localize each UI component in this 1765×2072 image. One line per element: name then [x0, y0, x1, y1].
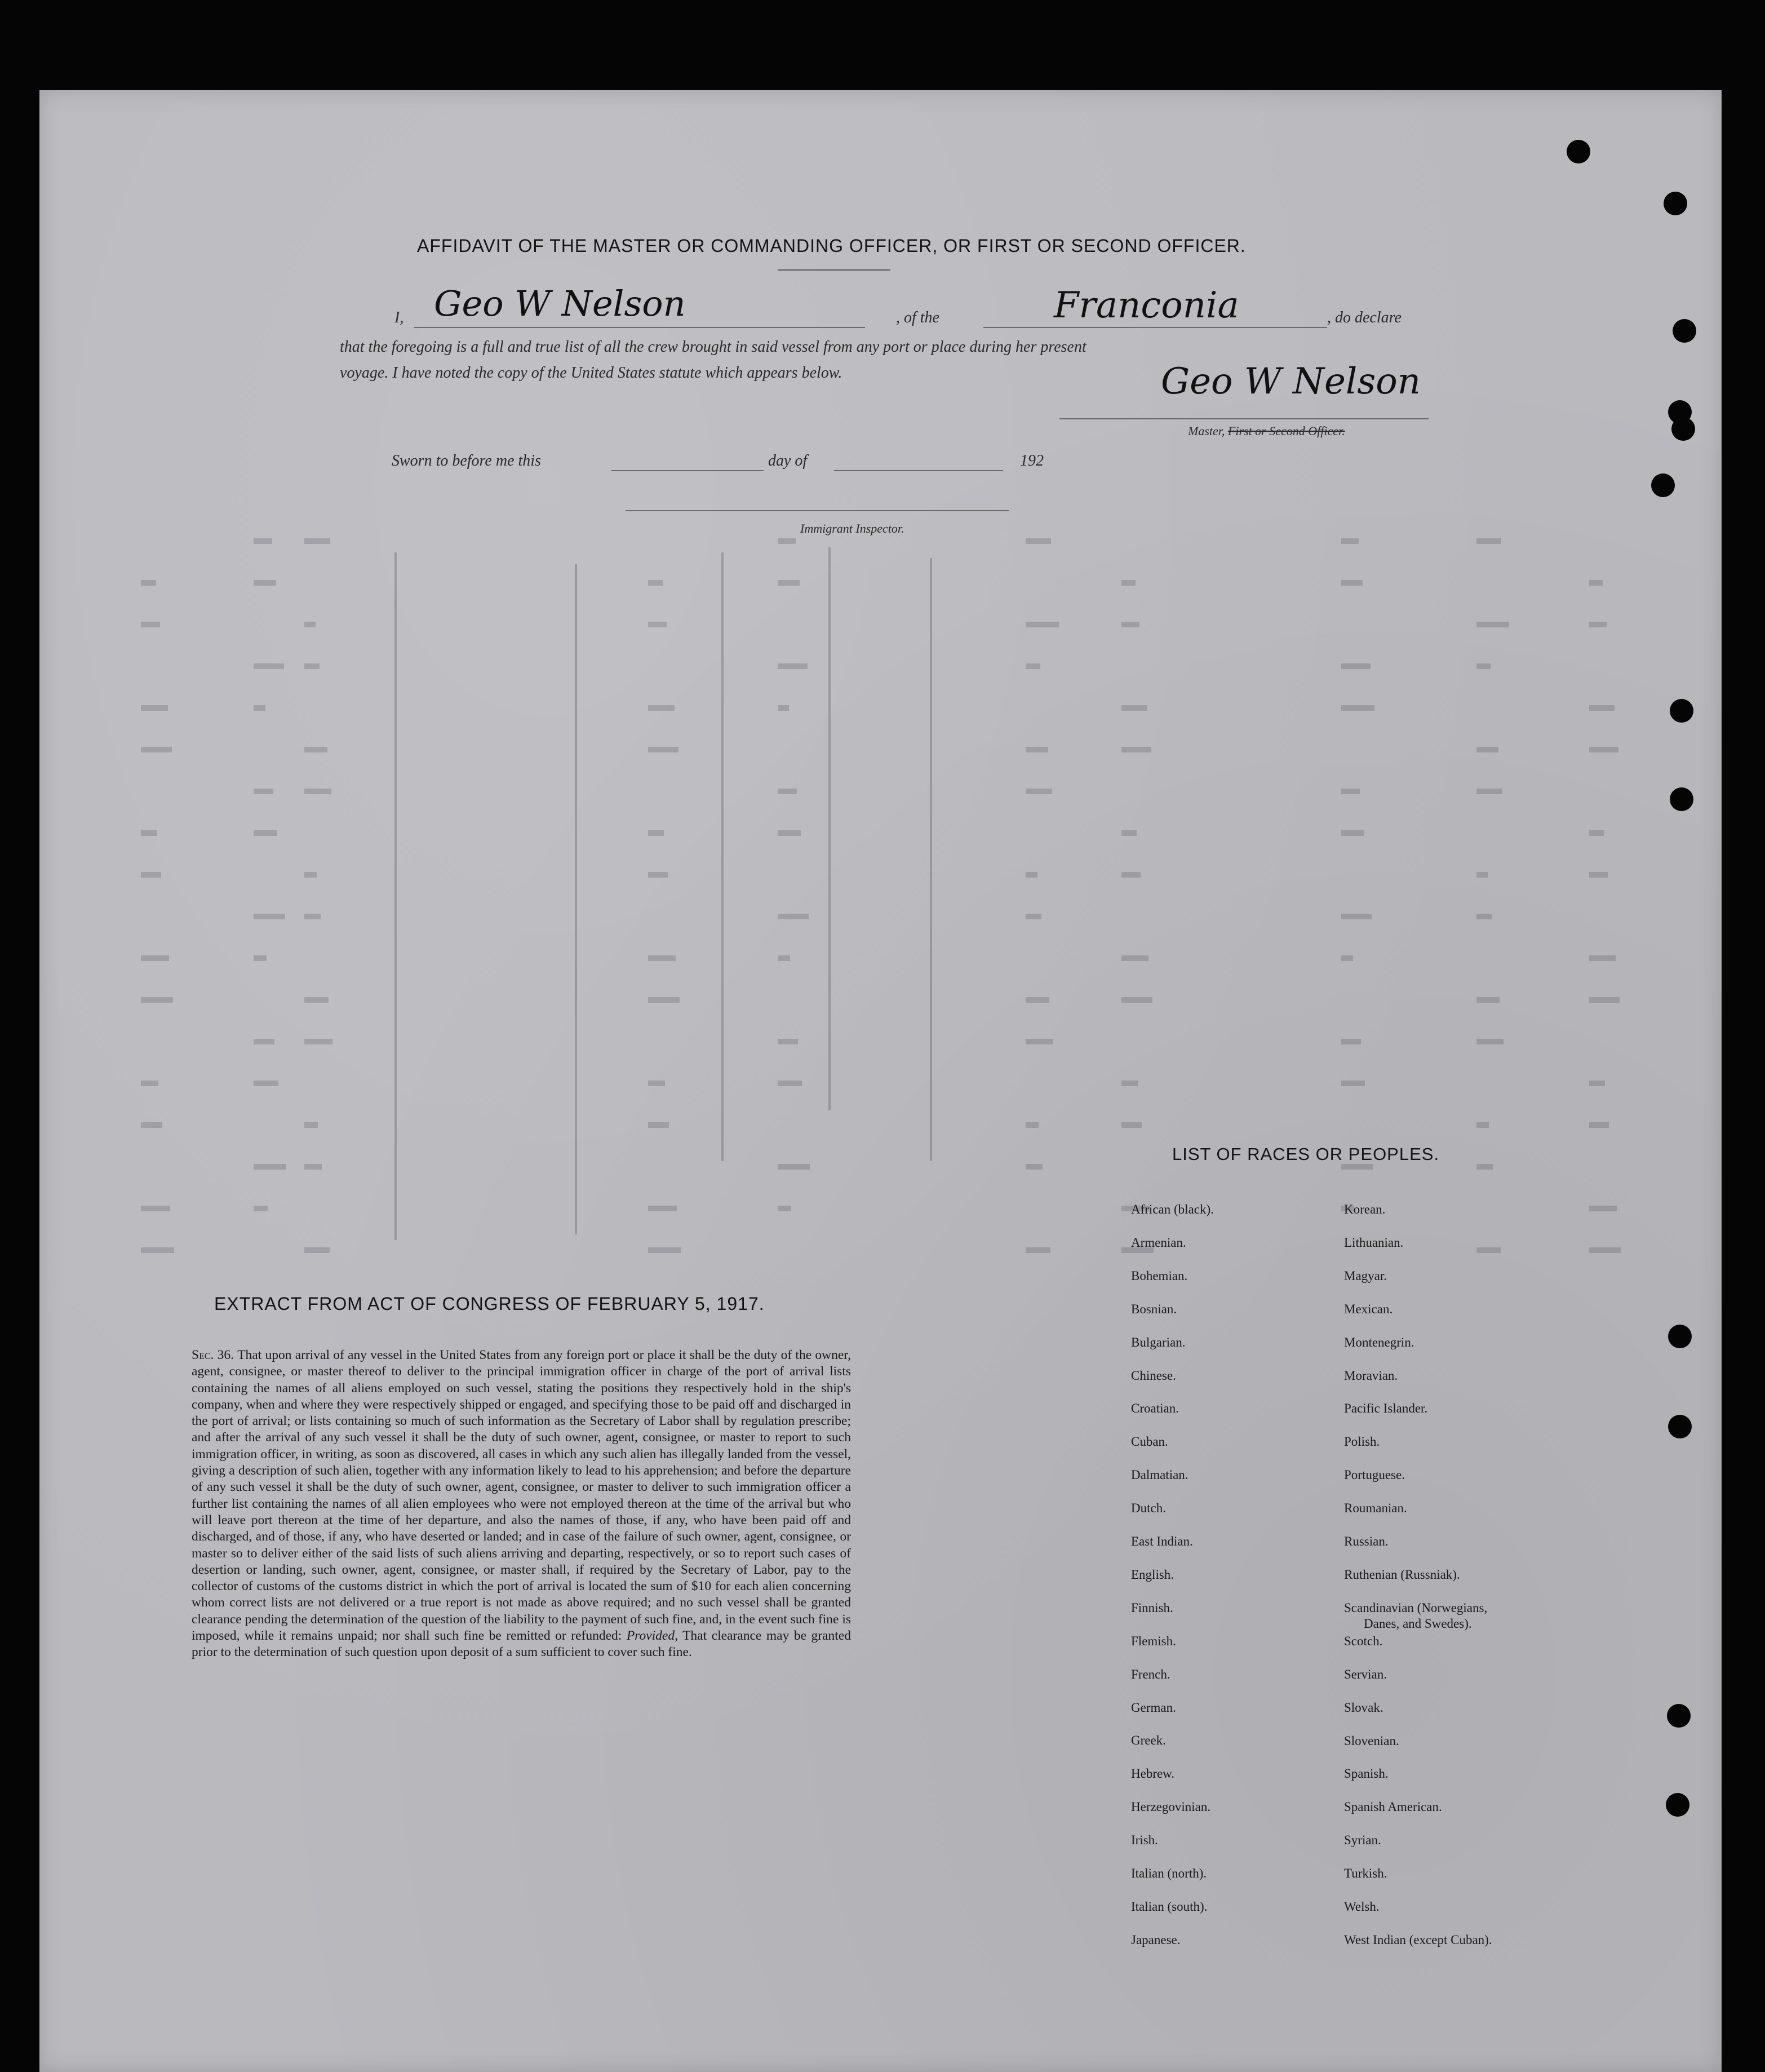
vessel-name-line: [983, 327, 1327, 328]
binder-hole: [1670, 699, 1693, 723]
ghost-mark: [648, 955, 676, 961]
race-item: Pacific Islander.: [1344, 1401, 1428, 1416]
ghost-mark: [304, 997, 329, 1003]
affidavit-title: AFFIDAVIT OF THE MASTER OR COMMANDING OFFICER, OR FIRST OR SECOND OFFICER.: [417, 236, 1246, 256]
ghost-mark: [778, 580, 800, 586]
ghost-mark: [1589, 705, 1615, 711]
of-the-label: , of the: [896, 309, 939, 326]
struck-officer-caption: First or Second Officer.: [1227, 424, 1345, 438]
ghost-mark: [254, 1206, 268, 1211]
ghost-mark: [1121, 997, 1152, 1003]
ghost-mark: [1121, 580, 1136, 586]
ghost-mark: [141, 1247, 174, 1253]
binder-hole: [1666, 1793, 1689, 1817]
race-item: Welsh.: [1344, 1900, 1380, 1914]
do-declare-label: , do declare: [1327, 309, 1402, 326]
ghost-mark: [648, 1247, 681, 1253]
race-item: Dalmatian.: [1131, 1468, 1189, 1482]
race-item: Portuguese.: [1344, 1468, 1405, 1482]
ghost-mark: [1589, 1206, 1617, 1211]
race-item: Ruthenian (Russniak).: [1344, 1567, 1460, 1582]
ghost-mark: [648, 747, 678, 752]
ghost-mark: [1026, 747, 1048, 752]
ghost-mark: [1026, 622, 1059, 627]
ghost-mark: [1341, 955, 1353, 961]
ghost-mark: [304, 1122, 318, 1128]
race-item: Roumanian.: [1344, 1501, 1407, 1516]
ghost-mark: [1026, 538, 1051, 544]
ghost-mark: [141, 830, 157, 836]
ghost-mark: [304, 747, 327, 752]
race-item: Moravian.: [1344, 1368, 1398, 1383]
ghost-mark: [778, 1039, 798, 1044]
race-item: Scandinavian (Norwegians,: [1344, 1600, 1488, 1615]
ghost-mark: [304, 789, 331, 794]
race-item: Polish.: [1344, 1435, 1380, 1449]
race-item: English.: [1131, 1567, 1174, 1582]
affidavit-line-2: that the foregoing is a full and true list of all the crew brought in said vessel from any port or place during her present: [340, 338, 1087, 356]
ghost-mark: [1589, 955, 1616, 961]
ghost-mark: [141, 705, 168, 711]
ghost-mark: [778, 955, 790, 961]
ghost-mark: [1121, 1081, 1138, 1086]
ghost-mark: [1476, 1247, 1501, 1253]
affidavit-i-label: I,: [394, 309, 404, 326]
signature-caption: [1188, 424, 1345, 439]
ghost-mark: [254, 1081, 278, 1086]
race-item: Irish.: [1131, 1833, 1158, 1848]
ghost-mark: [778, 1164, 810, 1170]
race-item: Slovak.: [1344, 1700, 1383, 1715]
ghost-mark: [778, 1206, 791, 1211]
ghost-mark: [1341, 663, 1371, 669]
ghost-mark: [778, 538, 796, 544]
race-item: German.: [1131, 1700, 1176, 1715]
race-item: Flemish.: [1131, 1633, 1176, 1648]
binder-hole: [1668, 1415, 1692, 1438]
ghost-mark: [254, 830, 277, 836]
ghost-mark: [254, 1164, 286, 1170]
race-item: Armenian.: [1131, 1235, 1186, 1250]
ghost-mark: [1121, 872, 1141, 878]
signature-line: [1059, 418, 1429, 419]
ghost-mark: [1026, 997, 1049, 1003]
ghost-mark: [304, 622, 316, 627]
provided-word: Provided,: [626, 1628, 678, 1644]
race-item: Danes, and Swedes).: [1364, 1616, 1472, 1631]
race-item: Turkish.: [1344, 1866, 1387, 1881]
ghost-mark: [1341, 1164, 1373, 1170]
ghost-mark: [1026, 872, 1037, 878]
ghost-mark: [778, 914, 809, 919]
ghost-mark: [1476, 538, 1501, 544]
ghost-mark: [1341, 1081, 1365, 1086]
ghost-mark: [1341, 538, 1359, 544]
race-item: Scotch.: [1344, 1633, 1383, 1648]
ghost-mark: [254, 789, 273, 794]
ghost-mark: [1026, 1164, 1043, 1170]
ghost-mark: [1121, 622, 1139, 627]
ghost-mark: [778, 830, 801, 836]
race-item: East Indian.: [1131, 1534, 1193, 1548]
ghost-mark: [304, 914, 321, 919]
vessel-name-handwritten: Franconia: [1054, 285, 1239, 326]
ghost-mark: [1476, 1122, 1489, 1128]
ghost-mark: [254, 955, 267, 961]
ghost-mark: [1476, 914, 1492, 919]
ghost-mark: [254, 538, 272, 544]
ghost-mark: [1341, 789, 1360, 794]
binder-hole: [1667, 1704, 1691, 1728]
ghost-mark: [1589, 1247, 1621, 1253]
ghost-mark: [648, 1081, 665, 1086]
binder-hole: [1567, 140, 1590, 163]
ghost-mark: [1341, 914, 1372, 919]
race-item: Dutch.: [1131, 1501, 1166, 1516]
extract-text: That upon arrival of any vessel in the United States from any foreign port or place it shall be the duty of the owner, agent, consignee, or master thereof to deliver to the principal immigration officer in charge of the port of arrival lists containing the names of all aliens employed on such vessel, stating the positions they respectively hold in the ship's company, when and where they were respectively shipped or engaged, and specifying those to be paid off and discharged in the port of arrival; or lists containing so much of such information as the Secretary of Labor shall by regulation prescribe; and after the arrival of any such vessel it shall be the duty of such owner, agent, consignee, or master to report to such immigration officer, in writing, as soon as discovered, all cases in which any such alien has illegally landed from the vessel, giving a description of such alien, together with any information likely to lead to his apprehension; and before the departure of any such vessel it shall be the duty of such owner, agent, consignee, or master to deliver to such immigration officer a further list containing the names of all alien employees who were not employed thereon at the time of the arrival but who will leave port thereon at the time of her departure, and also the names of those, if any, who have been paid off and discharged, and of those, if any, who have deserted or landed; and in case of the failure of such owner, agent, consignee, or master so to deliver either of the said lists of such aliens arriving and departing, respectively, or so to report such cases of desertion or landing, such owner, agent, consignee, or master shall, if required by the Secretary of Labor, pay to the collector of customs of the customs district in which the port of arrival is located the sum of $10 for each alien concerning whom correct lists are not delivered or a true report is not made as above required; and no such vessel shall be granted clearance pending the determination of the question of the liability to the payment of such fine, and, in the event such fine is imposed, while it remains unpaid; nor shall such fine be remitted or refunded:: [192, 1348, 852, 1644]
ghost-mark: [141, 580, 156, 586]
race-item: Mexican.: [1344, 1301, 1393, 1316]
ghost-mark: [648, 1206, 677, 1211]
ghost-mark: [254, 580, 276, 586]
ghost-mark: [1026, 1039, 1053, 1044]
sworn-month-line: [834, 470, 1003, 471]
binder-hole: [1670, 787, 1693, 811]
document-page: [39, 90, 1722, 2072]
master-caption: Master,: [1188, 424, 1225, 438]
inspector-caption: Immigrant Inspector.: [800, 521, 904, 535]
binder-hole: [1668, 1325, 1692, 1348]
ghost-mark: [1589, 747, 1618, 752]
race-item: African (black).: [1131, 1202, 1214, 1216]
ghost-mark: [648, 705, 675, 711]
ghost-mark: [648, 622, 667, 627]
ghost-mark: [1121, 955, 1148, 961]
race-item: Herzegovinian.: [1131, 1800, 1211, 1814]
ghost-mark: [1476, 747, 1498, 752]
signer-name-line: [414, 327, 865, 328]
race-item: Bulgarian.: [1131, 1335, 1186, 1349]
race-item: Spanish American.: [1344, 1800, 1442, 1814]
ghost-mark: [141, 955, 169, 961]
ghost-mark: [1121, 1122, 1142, 1128]
affidavit-line-3: voyage. I have noted the copy of the United States statute which appears below.: [340, 364, 842, 382]
ghost-mark: [1341, 830, 1364, 836]
races-title: LIST OF RACES OR PEOPLES.: [1172, 1144, 1440, 1164]
signer-name-handwritten: Geo W Nelson: [434, 283, 686, 324]
ghost-mark: [1121, 830, 1137, 836]
race-item: Korean.: [1344, 1202, 1386, 1216]
binder-hole: [1651, 473, 1675, 497]
ghost-mark: [254, 1039, 274, 1044]
ghost-mark: [141, 1122, 162, 1128]
race-item: Hebrew.: [1131, 1766, 1175, 1781]
race-item: Montenegrin.: [1344, 1335, 1414, 1349]
binder-hole: [1671, 417, 1695, 441]
race-item: Syrian.: [1344, 1833, 1381, 1848]
race-item: Cuban.: [1131, 1435, 1168, 1449]
ghost-mark: [648, 830, 664, 836]
ghost-mark: [778, 789, 797, 794]
ghost-mark: [1476, 872, 1488, 878]
ghost-mark: [648, 1122, 669, 1128]
ghost-mark: [1476, 789, 1502, 794]
year-label: 192: [1020, 452, 1044, 470]
ghost-mark: [1476, 1164, 1493, 1170]
ghost-mark: [304, 1247, 330, 1253]
ghost-mark: [304, 538, 330, 544]
binder-hole: [1673, 319, 1696, 343]
ghost-mark: [1026, 1122, 1039, 1128]
extract-title: EXTRACT FROM ACT OF CONGRESS OF FEBRUARY 5, 1917.: [214, 1294, 765, 1314]
ghost-mark: [254, 914, 285, 919]
ghost-mark: [254, 705, 265, 711]
race-item: Bohemian.: [1131, 1268, 1188, 1283]
ghost-mark: [648, 872, 668, 878]
ghost-mark: [304, 1039, 332, 1044]
ghost-mark: [1476, 997, 1500, 1003]
ghost-mark: [141, 872, 161, 878]
day-of-label: day of: [768, 452, 808, 470]
ghost-mark: [1589, 580, 1603, 586]
ghost-mark: [1026, 914, 1041, 919]
ghost-mark: [648, 580, 663, 586]
race-item: Magyar.: [1344, 1268, 1387, 1283]
ghost-mark: [141, 1081, 158, 1086]
ghost-mark: [1476, 663, 1491, 669]
ghost-mark: [1121, 747, 1151, 752]
race-item: West Indian (except Cuban).: [1344, 1932, 1492, 1947]
race-item: Croatian.: [1131, 1401, 1179, 1416]
race-item: Spanish.: [1344, 1766, 1389, 1781]
race-item: Lithuanian.: [1344, 1235, 1404, 1250]
race-item: Slovenian.: [1344, 1733, 1399, 1748]
extract-body: [192, 1347, 851, 1661]
race-item: French.: [1131, 1667, 1170, 1681]
ghost-mark: [141, 622, 160, 627]
ghost-mark: [1341, 580, 1363, 586]
ghost-mark: [1476, 622, 1509, 627]
ghost-mark: [1589, 622, 1607, 627]
ghost-mark: [1589, 872, 1608, 878]
ghost-mark: [1026, 789, 1052, 794]
ghost-mark: [1026, 663, 1040, 669]
ghost-mark: [1341, 1039, 1361, 1044]
ghost-mark: [1341, 705, 1374, 711]
race-item: Japanese.: [1131, 1932, 1181, 1947]
ghost-mark: [304, 1164, 322, 1170]
ghost-mark: [254, 663, 284, 669]
race-item: Servian.: [1344, 1667, 1387, 1681]
title-divider: [778, 269, 890, 271]
ghost-mark: [141, 747, 172, 752]
ghost-mark: [778, 663, 808, 669]
inspector-signature-line: [626, 510, 1009, 511]
ghost-mark: [1589, 997, 1620, 1003]
ghost-mark: [1121, 705, 1147, 711]
ghost-mark: [304, 872, 317, 878]
race-item: Italian (south).: [1131, 1899, 1208, 1914]
ghost-mark: [778, 705, 789, 711]
ghost-mark: [1589, 1122, 1609, 1128]
race-item: Greek.: [1131, 1733, 1166, 1748]
binder-hole: [1664, 192, 1687, 215]
ghost-mark: [1589, 830, 1604, 836]
ghost-mark: [141, 997, 173, 1003]
ghost-mark: [648, 997, 680, 1003]
sworn-text: Sworn to before me this: [392, 452, 541, 470]
ghost-mark: [1589, 1081, 1605, 1086]
sworn-date-line: [611, 470, 764, 471]
race-item: Bosnian.: [1131, 1301, 1177, 1316]
race-item: Italian (north).: [1131, 1866, 1207, 1880]
race-item: Chinese.: [1131, 1368, 1176, 1383]
ghost-mark: [141, 1206, 170, 1211]
extract-text-end: That clearance may be granted prior to the determination of such question upon deposit of a sum sufficient to cover such fine.: [192, 1628, 852, 1660]
section-label: Sec. 36.: [192, 1348, 234, 1362]
race-item: Russian.: [1344, 1534, 1389, 1548]
ghost-mark: [304, 663, 320, 669]
master-signature: Geo W Nelson: [1161, 361, 1421, 402]
ghost-mark: [1026, 1247, 1050, 1253]
race-item: Finnish.: [1131, 1600, 1173, 1615]
ghost-mark: [1476, 1039, 1504, 1044]
ghost-mark: [778, 1081, 802, 1086]
